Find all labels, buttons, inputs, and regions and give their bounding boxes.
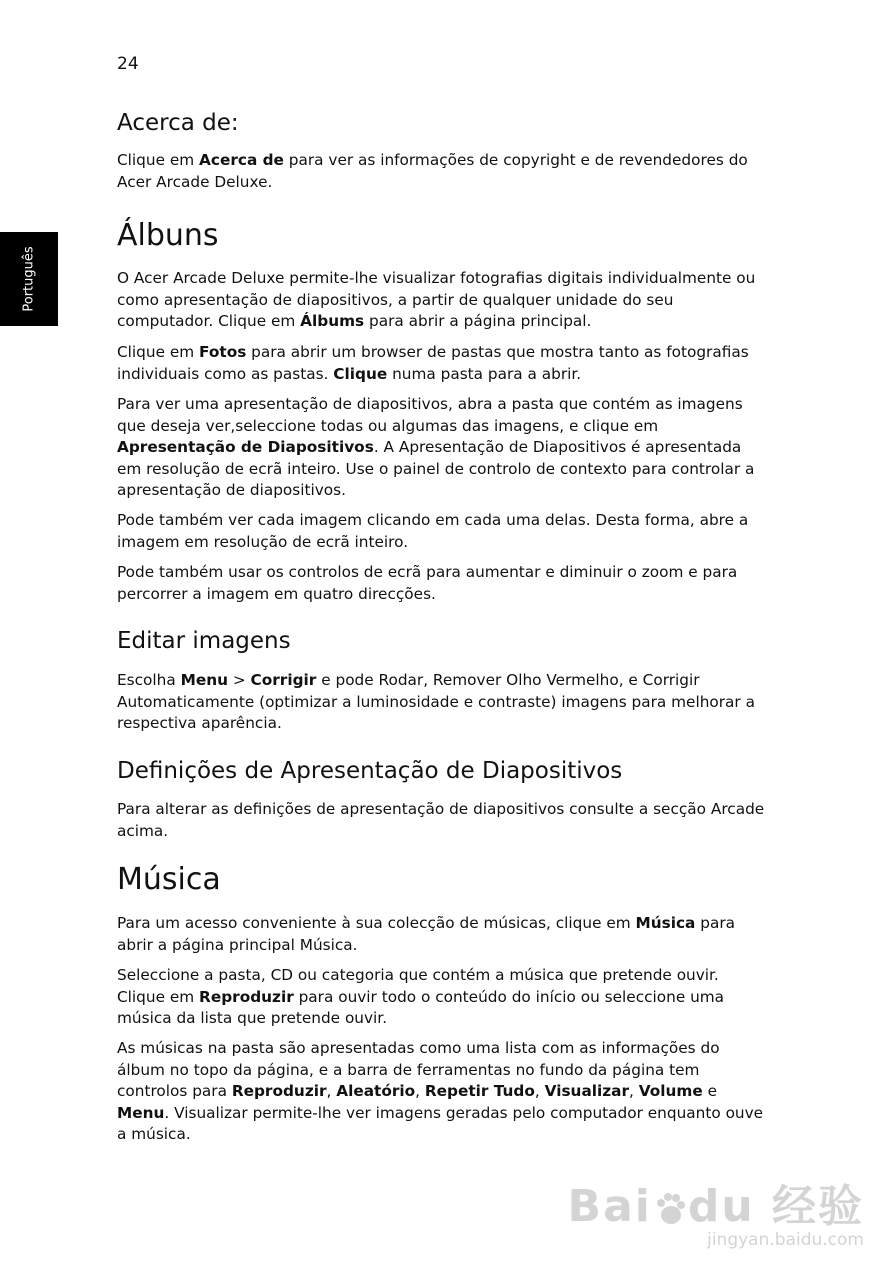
bold-term: Reproduzir [199,987,294,1006]
bold-term: Música [635,914,696,932]
watermark-logo-cn: 经验 [772,1181,864,1232]
albuns-paragraph-5: Pode também usar os controlos de ecrã para aumentar e diminuir o zoom e para percorrer a imagem em quatro direcções. [117,563,738,603]
musica-paragraph-3: As músicas na pasta são apresentadas como uma lista com as informações do álbum no topo da página, e a barra de ferramentas no fundo da página tem controlos para Reproduzir, Aleatório, Repetir Tudo, Visualizar, Volume e Menu. Visualizar permite-lhe ver imagens geradas pelo computador enquanto ouve a música. [117,1039,764,1144]
bold-term: Acerca de [199,151,284,169]
baidu-jingyan-watermark [568,1170,864,1250]
heading-definicoes: Definições de Apresentação de Diapositivos [117,758,623,784]
watermark-logo-right: du [687,1181,755,1232]
language-side-tab [0,232,58,326]
language-side-tab-label: Português [21,246,37,312]
albuns-paragraph-4: Pode também ver cada imagem clicando em cada uma delas. Desta forma, abre a imagem em resolução de ecrã inteiro. [117,511,749,551]
albuns-paragraph-2: Clique em Fotos para abrir um browser de pastas que mostra tanto as fotografias individuais como as pastas. Clique numa pasta para a abrir. [117,343,749,383]
watermark-logo-left: Bai [567,1181,652,1232]
paw-icon [652,1191,688,1227]
bold-term: Visualizar [544,1082,630,1101]
bold-term: Menu [180,671,228,689]
acerca-paragraph-1: Clique em Acerca de para ver as informações de copyright e de revendedores do Acer Arcade Deluxe. [117,151,748,191]
bold-term: Menu [117,1103,165,1122]
heading-albuns: Álbuns [117,218,219,253]
bold-term: Corrigir [250,671,317,689]
musica-paragraph-1: Para um acesso conveniente à sua colecção de músicas, clique em Música para abrir a página principal Música. [117,914,735,954]
bold-term: Álbums [300,312,365,331]
heading-editar-imagens: Editar imagens [117,628,291,654]
heading-musica: Música [117,862,221,897]
albuns-paragraph-1: O Acer Arcade Deluxe permite-lhe visualizar fotografias digitais individualmente ou como apresentação de diapositivos, a partir de qualquer unidade do seu computador. Clique em Álbums para abrir a página principal. [117,269,756,331]
bold-term: Repetir Tudo [424,1082,535,1101]
watermark-logo [568,1170,864,1234]
editar-paragraph-1: Escolha Menu > Corrigir e pode Rodar, Remover Olho Vermelho, e Corrigir Automaticamente (optimizar a luminosidade e contraste) imagens para melhorar a respectiva aparência. [117,671,755,733]
bold-term: Apresentação de Diapositivos [117,438,374,457]
bold-term: Reproduzir [231,1082,327,1101]
watermark-url: jingyan.baidu.com [707,1230,864,1250]
musica-paragraph-2: Seleccione a pasta, CD ou categoria que contém a música que pretende ouvir. Clique em Reproduzir para ouvir todo o conteúdo do início ou seleccione uma música da lista que pretende ouvir. [117,966,725,1028]
bold-term: Aleatório [336,1082,416,1101]
albuns-paragraph-3: Para ver uma apresentação de diapositivos, abra a pasta que contém as imagens que deseja ver,seleccione todas ou algumas das imagens, e clique em Apresentação de Diapositivos. A Apresentação de Diapositivos é apresentada em resolução de ecrã inteiro. Use o painel de controlo de contexto para controlar a apresentação de diapositivos. [117,395,755,500]
bold-term: Volume [638,1082,703,1101]
definicoes-paragraph-1: Para alterar as definições de apresentação de diapositivos consulte a secção Arcade acima. [117,800,765,840]
page-number: 24 [117,54,139,74]
bold-term: Fotos [199,343,247,361]
bold-term: Clique [333,364,388,383]
heading-acerca: Acerca de: [117,110,239,136]
